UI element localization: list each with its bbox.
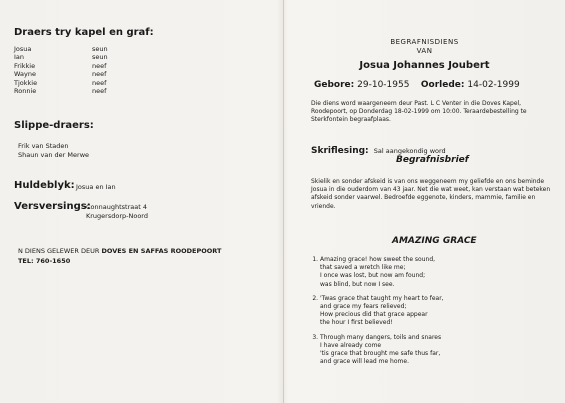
born-date: 29-10-1955: [357, 80, 410, 90]
bearer-row: [14, 45, 108, 53]
hymn-verse: [320, 334, 560, 367]
letter-heading: Begrafnisbrief: [396, 155, 469, 165]
title-line2: VAN: [416, 47, 433, 55]
verse-line: that saved a wretch like me;: [320, 264, 406, 272]
dates-line: [314, 80, 520, 90]
bearer-relation: neef: [92, 78, 107, 87]
died-label: Oorlede:: [420, 80, 465, 90]
refreshments-line2: Krugersdorp-Noord: [86, 212, 148, 220]
hymn-title: AMAZING GRACE: [392, 236, 477, 246]
hymn-verses: [304, 256, 560, 372]
bearer-name: Ronnie: [14, 87, 37, 96]
verse-line: 'tis grace that brought me safe thus far,: [320, 350, 441, 358]
verse-line: and grace will lead me home.: [320, 358, 409, 366]
service-company: DOVES EN SAFFAS ROODEPOORT: [101, 247, 222, 255]
bearer-relation: neef: [92, 87, 107, 96]
verse-line: 2. 'Twas grace that taught my heart to fear,: [320, 294, 444, 302]
verse-line: I once was lost, but now am found;: [320, 272, 426, 280]
deceased-name: Josua Johannes Joubert: [359, 60, 490, 71]
bearer-relation: neef: [92, 70, 107, 79]
reading-label: Skriflesing:: [311, 146, 369, 156]
letter-text: Skielik en sonder afskeid is van ons weggeneem my geliefde en ons beminde Josua in die ouderdom van 43 jaar. Net die wat weet, kan verstaan wat beteken afskeid sonder vaarwel. Bedroefde eggenote, kinders, mammie, familie en vriende.: [311, 178, 551, 210]
bearer-name: Wayne: [14, 70, 36, 79]
service-details: Die diens word waargeneem deur Past. L C Venter in die Doves Kapel, Roodepoort, op Donderdag 18-02-1999 om 10:00. Teraardebestelling te Sterkfontein begraafplaas.: [311, 100, 527, 124]
bearer-relation: neef: [92, 61, 107, 70]
bearer-row: [14, 87, 108, 95]
slip-bearer-2: Shaun van der Merwe: [18, 151, 90, 159]
bearer-row: [14, 79, 108, 87]
service-phone: TEL: 760-1650: [18, 257, 71, 265]
tribute-label: Huldeblyk:: [14, 180, 75, 191]
bearer-relation: seun: [92, 53, 108, 62]
reading-value: Sal aangekondig word: [373, 147, 446, 155]
bearer-row: [14, 53, 108, 61]
bearer-name: Tjokkie: [14, 78, 38, 87]
bearer-name: Ian: [14, 53, 25, 62]
bearer-relation: seun: [92, 45, 108, 53]
tribute-value: Josua en Ian: [76, 183, 116, 191]
bearers-list: [14, 45, 108, 95]
verse-line: I have already come: [320, 341, 382, 349]
refreshments-label: Versversings:: [14, 201, 91, 212]
service-prefix: N DIENS GELEWER DEUR: [18, 247, 102, 255]
verse-line: 1. Amazing grace! how sweet the sound,: [320, 256, 436, 263]
hymn-verse: [320, 295, 560, 328]
bearer-row: [14, 70, 108, 78]
slip-bearer-1: Frik van Staden: [18, 142, 69, 150]
verse-line: 3. Through many dangers, toils and snares: [320, 333, 442, 341]
slip-bearers-heading: Slippe-draers:: [14, 120, 94, 131]
verse-line: the hour I first believed!: [320, 319, 393, 327]
refreshments-line1: Connaughtstraat 4: [86, 203, 147, 211]
verse-line: and grace my fears relieved;: [320, 303, 407, 311]
verse-line: How precious did that grace appear: [320, 311, 428, 319]
bearer-name: Frikkie: [14, 61, 36, 70]
bearer-row: [14, 62, 108, 70]
title-line1: BEGRAFNISDIENS: [390, 38, 459, 46]
bearers-heading: Draers try kapel en graf:: [14, 27, 154, 38]
right-page: [284, 0, 565, 403]
hymn-verse: [320, 256, 560, 289]
died-date: 14-02-1999: [467, 80, 520, 90]
born-label: Gebore:: [314, 80, 355, 90]
service-provider-line: [18, 247, 221, 255]
bearer-name: Josua: [14, 45, 32, 53]
verse-line: was blind, but now I see.: [320, 280, 395, 288]
